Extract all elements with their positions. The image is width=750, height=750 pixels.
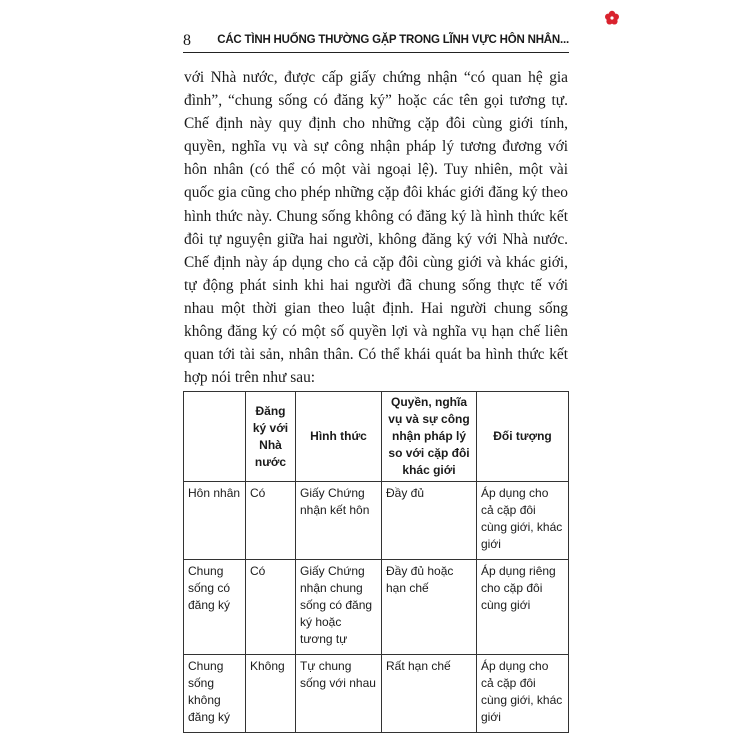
table-header-cell: Đăng ký với Nhà nước (246, 392, 296, 482)
table-cell: Đầy đủ (382, 482, 477, 560)
table-header-row (184, 392, 569, 482)
table-row (184, 655, 569, 733)
table-cell: Đầy đủ hoặc hạn chế (382, 560, 477, 655)
table-cell: Áp dụng cho cả cặp đôi cùng giới, khác giới (477, 482, 569, 560)
table-header-cell: Hình thức (296, 392, 382, 482)
table-cell: Áp dụng riêng cho cặp đôi cùng giới (477, 560, 569, 655)
table-cell: Rất hạn chế (382, 655, 477, 733)
table-cell: Có (246, 560, 296, 655)
running-title: CÁC TÌNH HUỐNG THƯỜNG GẶP TRONG LĨNH VỰC HÔN NHÂN... (217, 34, 569, 46)
table-cell: Tự chung sống với nhau (296, 655, 382, 733)
table-header-cell (184, 392, 246, 482)
table-header-cell: Đối tượng (477, 392, 569, 482)
table-cell: Giấy Chứng nhận chung sống có đăng ký hoặc tương tự (296, 560, 382, 655)
table-row (184, 560, 569, 655)
table-cell: Chung sống có đăng ký (184, 560, 246, 655)
table-row (184, 482, 569, 560)
page-number: 8 (183, 32, 191, 49)
union-forms-table (183, 391, 569, 733)
table-cell: Không (246, 655, 296, 733)
flower-logo-icon (604, 10, 620, 26)
page-header (183, 30, 569, 53)
table-cell: Hôn nhân (184, 482, 246, 560)
table-cell: Áp dụng cho cả cặp đôi cùng giới, khác giới (477, 655, 569, 733)
table-cell: Chung sống không đăng ký (184, 655, 246, 733)
body-paragraph: với Nhà nước, được cấp giấy chứng nhận “có quan hệ gia đình”, “chung sống có đăng ký” hoặc các tên gọi tương tự. Chế định này quy định cho những cặp đôi cùng giới tính, quyền, nghĩa vụ và sự công nhận pháp lý tương đương với hôn nhân (có thể có một vài ngoại lệ). Tuy nhiên, một vài quốc gia cũng cho phép những cặp đôi khác giới đăng ký theo hình thức này. Chung sống không có đăng ký là hình thức kết đôi tự nguyện giữa hai người, không đăng ký với Nhà nước. Chế định này áp dụng cho cả cặp đôi cùng giới và khác giới, tự động phát sinh khi hai người đã chung sống thực tế với nhau một thời gian theo luật định. Hai người chung sống không đăng ký có một số quyền lợi và nghĩa vụ hạn chế liên quan tới tài sản, nhân thân. Có thể khái quát ba hình thức kết hợp nói trên như sau: (184, 69, 568, 387)
table-cell: Có (246, 482, 296, 560)
table-cell: Giấy Chứng nhận kết hôn (296, 482, 382, 560)
table-header-cell: Quyền, nghĩa vụ và sự công nhận pháp lý so với cặp đôi khác giới (382, 392, 477, 482)
